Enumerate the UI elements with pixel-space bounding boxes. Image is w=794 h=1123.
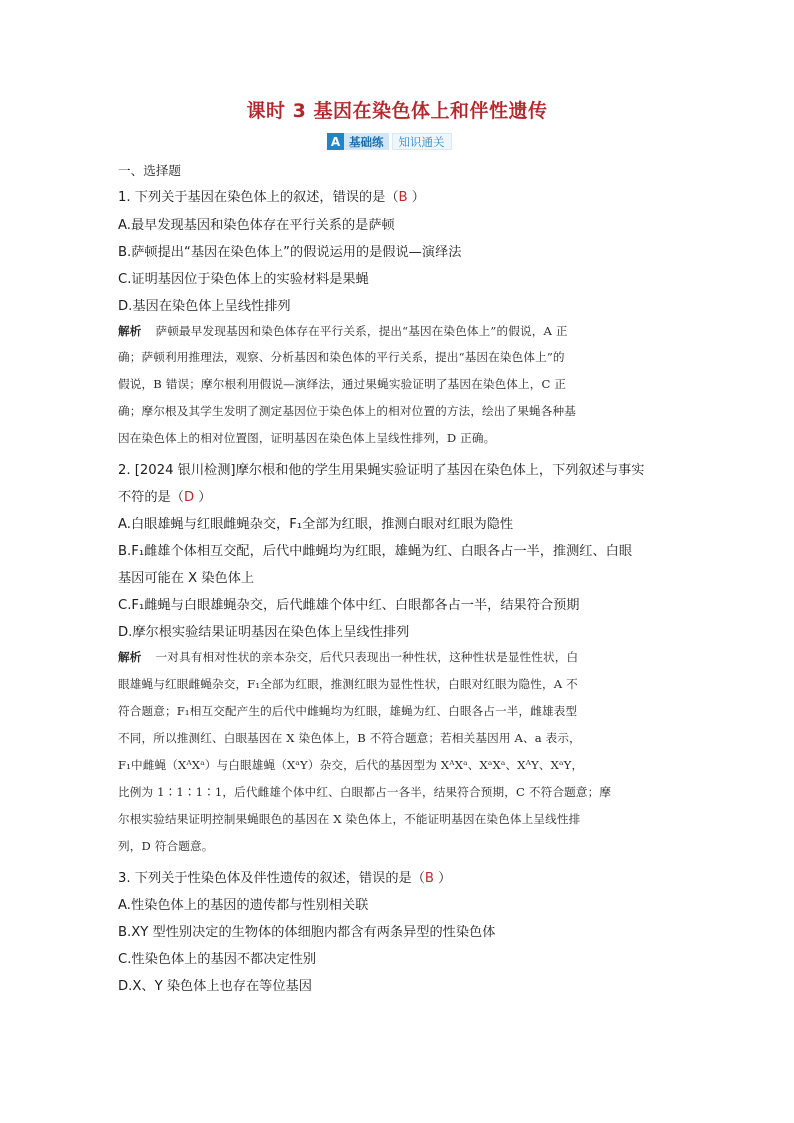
q2-explanation-line: 比例为 1∶1∶1∶1，后代雌雄个体中红、白眼都占一各半，结果符合预期，C 不符合题意；摩 (118, 785, 612, 799)
q3-option-a: A.性染色体上的基因的遗传都与性别相关联 (118, 898, 369, 913)
q2-stem-cont: 不符的是（D ） (118, 490, 212, 505)
badge-main-label: 基础练 (344, 133, 389, 150)
badge-sub-label: 知识通关 (392, 133, 452, 150)
q2-option-b-cont: 基因可能在 X 染色体上 (118, 571, 255, 586)
q2-option-a: A.白眼雄蝇与红眼雌蝇杂交，F₁全部为红眼，推测白眼对红眼为隐性 (118, 517, 514, 532)
q2-explanation-line: 眼雄蝇与红眼雌蝇杂交，F₁全部为红眼，推测红眼为显性性状，白眼对红眼为隐性，A 不 (118, 677, 578, 691)
q2-explanation-line: 不同，所以推测红、白眼基因在 X 染色体上，B 不符合题意；若相关基因用 A、a 表示， (118, 731, 581, 745)
q2-explanation-tag: 解析 (118, 650, 142, 664)
q3-answer: B (424, 871, 434, 886)
q3-stem: 3. 下列关于性染色体及伴性遗传的叙述，错误的是（B ） (118, 871, 452, 886)
q2-stem: 2. [2024 银川检测]摩尔根和他的学生用果蝇实验证明了基因在染色体上，下列叙述与事实 (118, 463, 645, 478)
q2-option-b: B.F₁雌雄个体相互交配，后代中雌蝇均为红眼，雄蝇为红、白眼各占一半，推测红、白眼 (118, 544, 633, 559)
q3-option-c: C.性染色体上的基因不都决定性别 (118, 952, 317, 967)
q2-explanation-line: 尔根实验结果证明控制果蝇眼色的基因在 X 染色体上，不能证明基因在染色体上呈线性排 (118, 812, 581, 826)
q2-option-d: D.摩尔根实验结果证明基因在染色体上呈线性排列 (118, 625, 410, 640)
section-heading: 一、选择题 (118, 163, 181, 178)
q1-option-a: A.最早发现基因和染色体存在平行关系的是萨顿 (118, 218, 395, 233)
q3-option-b: B.XY 型性别决定的生物体的体细胞内都含有两条异型的性染色体 (118, 925, 496, 940)
q1-explanation-line: 确；萨顿利用推理法，观察、分析基因和染色体的平行关系，提出“基因在染色体上”的 (118, 350, 565, 364)
q2-explanation-line: 解析 一对具有相对性状的亲本杂交，后代只表现出一种性状，这种性状是显性性状，白 (118, 650, 579, 664)
q1-answer: B (398, 190, 408, 205)
page-title: 课时 3 基因在染色体上和伴性遗传 (246, 100, 548, 122)
q3-option-d: D.X、Y 染色体上也存在等位基因 (118, 979, 312, 994)
badge-letter: A (327, 133, 344, 150)
q2-answer: D (183, 490, 195, 505)
q1-stem: 1. 下列关于基因在染色体上的叙述，错误的是（B ） (118, 190, 425, 205)
q1-option-b: B.萨顿提出“基因在染色体上”的假说运用的是假说—演绎法 (118, 245, 462, 260)
q2-explanation-line: 列，D 符合题意。 (118, 839, 214, 853)
q1-explanation-tag: 解析 (118, 324, 142, 338)
q2-explanation-line: 符合题意；F₁相互交配产生的后代中雌蝇均为红眼，雄蝇为红、白眼各占一半，雌雄表型 (118, 704, 578, 718)
q1-option-d: D.基因在染色体上呈线性排列 (118, 299, 291, 314)
q1-explanation-line: 因在染色体上的相对位置图，证明基因在染色体上呈线性排列，D 正确。 (118, 431, 496, 445)
q1-explanation-line: 解析 萨顿最早发现基因和染色体存在平行关系，提出“基因在染色体上”的假说，A 正 (118, 324, 568, 338)
q1-explanation-line: 假说，B 错误；摩尔根利用假说—演绎法，通过果蝇实验证明了基因在染色体上，C 正 (118, 377, 567, 391)
q2-explanation-line: F₁中雌蝇（XᴬXᵃ）与白眼雄蝇（XᵃY）杂交，后代的基因型为 XᴬXᵃ、XᵃXᵃ、XᴬY、XᵃY， (118, 758, 584, 772)
q2-option-c: C.F₁雌蝇与白眼雄蝇杂交，后代雌雄个体中红、白眼都各占一半，结果符合预期 (118, 598, 580, 613)
q1-option-c: C.证明基因位于染色体上的实验材料是果蝇 (118, 272, 369, 287)
q1-explanation-line: 确；摩尔根及其学生发明了测定基因位于染色体上的相对位置的方法，绘出了果蝇各种基 (118, 404, 577, 418)
level-badge (327, 133, 452, 150)
